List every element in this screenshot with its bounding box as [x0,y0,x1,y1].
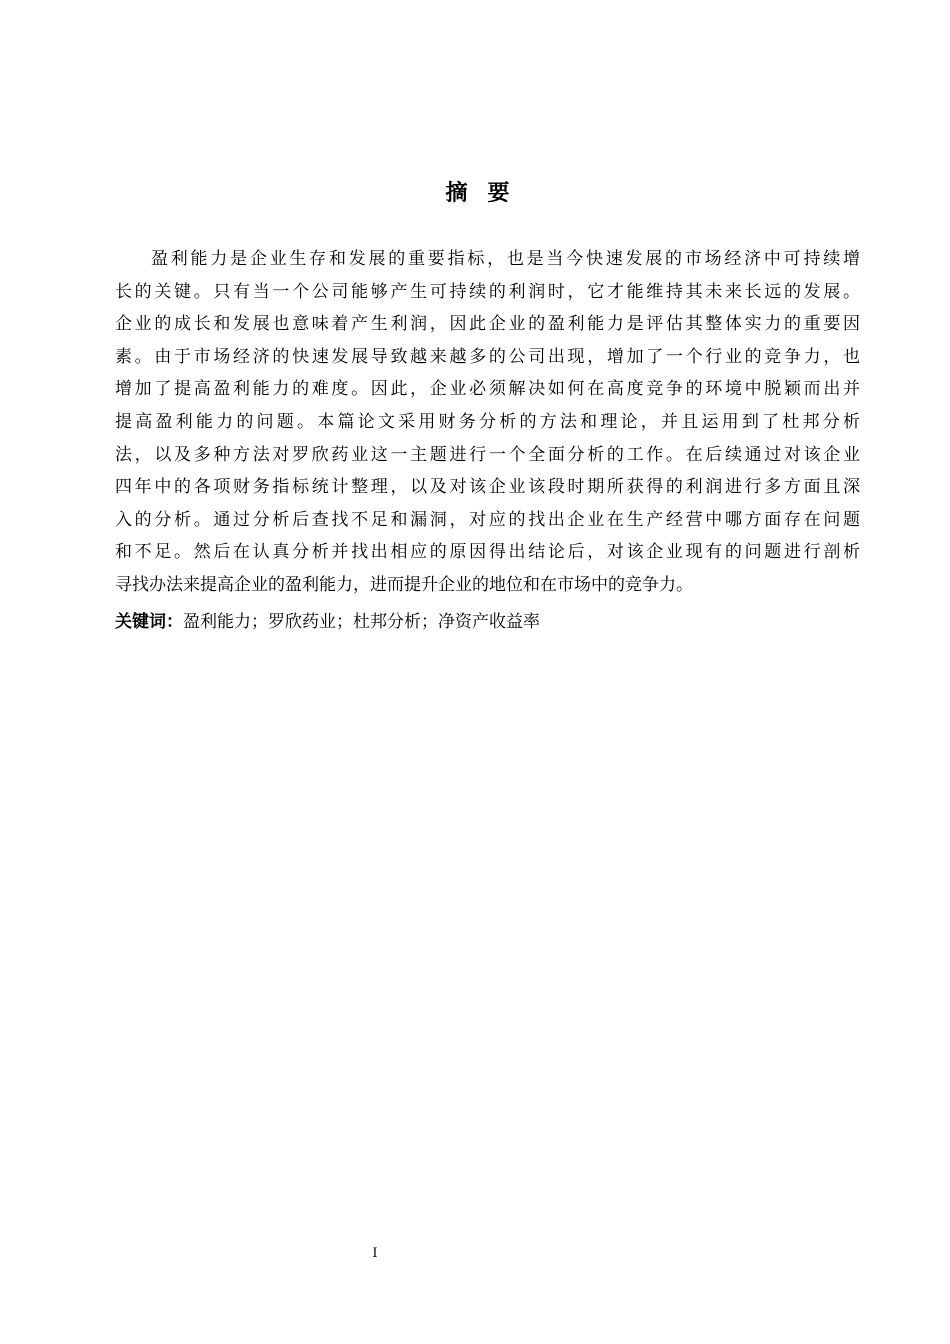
abstract-line: 增加了提高盈利能力的难度。因此，企业必须解决如何在高度竞争的环境中脱颖而出并 [115,379,860,400]
abstract-line: 四年中的各项财务指标统计整理，以及对该企业该段时期所获得的利润进行多方面且深 [115,477,860,498]
abstract-body [115,243,860,602]
abstract-line: 长的关键。只有当一个公司能够产生可持续的利润时，它才能维持其未来长远的发展。 [115,281,860,302]
keywords-label: 关键词： [115,612,183,632]
abstract-line: 和不足。然后在认真分析并找出相应的原因得出结论后，对该企业现有的问题进行剖析 [115,542,860,563]
abstract-line: 企业的成长和发展也意味着产生利润，因此企业的盈利能力是评估其整体实力的重要因 [115,314,860,335]
abstract-line: 法，以及多种方法对罗欣药业这一主题进行一个全面分析的工作。在后续通过对该企业 [115,444,860,465]
abstract-line: 提高盈利能力的问题。本篇论文采用财务分析的方法和理论，并且运用到了杜邦分析 [115,411,860,432]
abstract-line: 盈利能力是企业生存和发展的重要指标，也是当今快速发展的市场经济中可持续增 [151,249,860,269]
keywords-line [115,606,860,638]
abstract-line: 入的分析。通过分析后查找不足和漏洞，对应的找出企业在生产经营中哪方面存在问题 [115,509,860,530]
abstract-line: 素。由于市场经济的快速发展导致越来越多的公司出现，增加了一个行业的竞争力，也 [115,346,860,367]
abstract-title: 摘要 [445,181,530,206]
keywords-text: 盈利能力；罗欣药业；杜邦分析；净资产收益率 [183,612,540,632]
abstract-line: 寻找办法来提高企业的盈利能力，进而提升企业的地位和在市场中的竞争力。 [115,574,693,595]
page-number: I [372,1246,378,1261]
